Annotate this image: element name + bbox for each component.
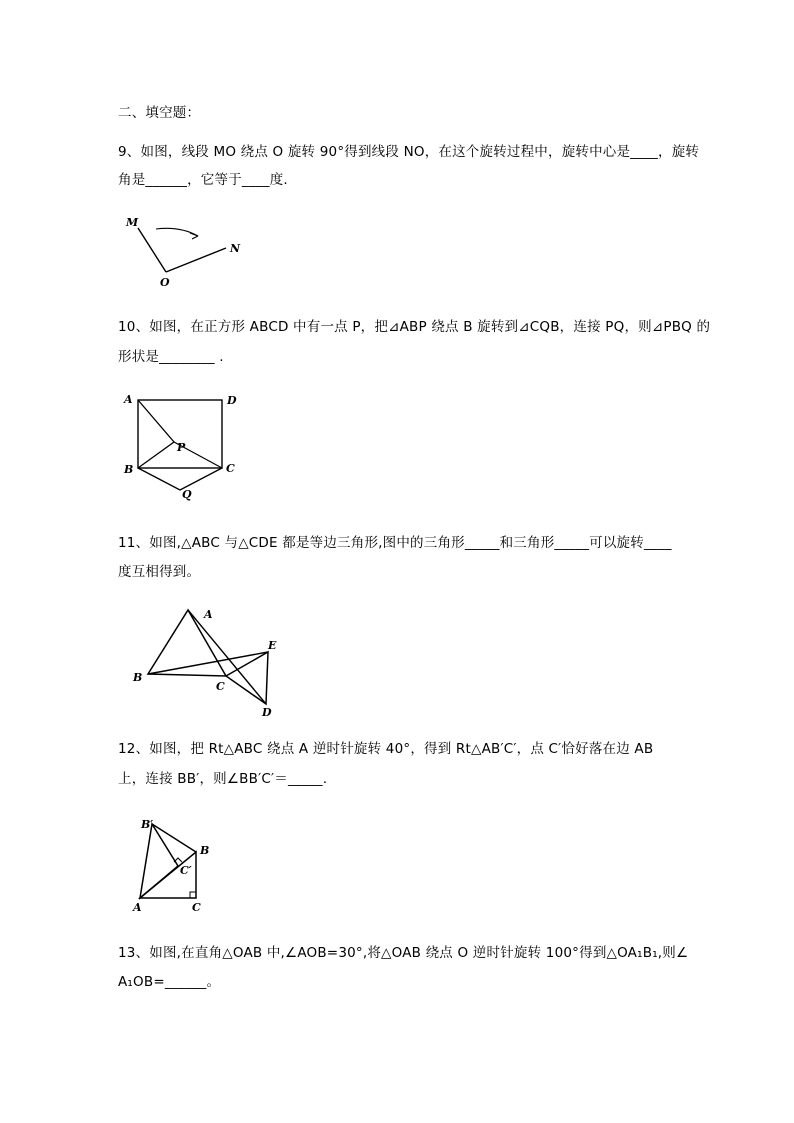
label-c-prime: C′ <box>180 864 192 877</box>
label-e: E <box>268 639 277 652</box>
question-12-line-2: 上，连接 BB′，则∠BB′C′＝_____. <box>118 771 328 787</box>
label-b: B <box>200 844 210 857</box>
rotation-arrow <box>156 228 198 236</box>
segment-bb1 <box>152 824 196 852</box>
question-13-line-1: 13、如图,在直角△OAB 中,∠AOB=30°,将△OAB 绕点 O 逆时针旋转 100°得到△OA₁B₁,则∠ <box>118 945 689 961</box>
label-n: N <box>230 242 241 255</box>
label-c: C <box>192 901 201 914</box>
figure-9 <box>118 208 258 294</box>
label-p: P <box>177 441 186 454</box>
label-c: C <box>216 680 225 693</box>
label-a: A <box>133 901 142 914</box>
label-b-prime: B′ <box>141 818 154 831</box>
segment-bqc <box>138 468 222 490</box>
triangle-ab1c1 <box>140 824 178 898</box>
label-d: D <box>227 394 237 407</box>
label-d: D <box>262 706 272 719</box>
section-title: 二、填空题： <box>118 105 201 121</box>
figure-11 <box>128 600 288 720</box>
label-a: A <box>204 608 213 621</box>
label-q: Q <box>182 488 192 501</box>
question-9-line-1: 9、如图，线段 MO 绕点 O 旋转 90°得到线段 NO，在这个旋转过程中，旋转中心是____，旋转 <box>118 144 700 160</box>
question-10-line-2: 形状是________ . <box>118 349 224 365</box>
segment-mo <box>138 228 166 272</box>
triangle-cde <box>226 652 268 704</box>
question-9-line-2: 角是______，它等于____度. <box>118 172 288 188</box>
label-o: O <box>160 276 170 289</box>
question-10-line-1: 10、如图，在正方形 ABCD 中有一点 P，把⊿ABP 绕点 B 旋转到⊿CQB，连接 PQ，则⊿PBQ 的 <box>118 319 711 335</box>
right-angle-c1 <box>174 858 182 862</box>
figure-10 <box>118 390 248 502</box>
segment-on <box>166 248 226 272</box>
figure-12 <box>128 812 228 918</box>
label-b: B <box>124 463 134 476</box>
segment-apb <box>138 400 174 468</box>
label-c: C <box>226 462 235 475</box>
triangle-abc <box>148 610 226 676</box>
question-13-line-2: A₁OB=______。 <box>118 974 221 990</box>
question-12-line-1: 12、如图，把 Rt△ABC 绕点 A 逆时针旋转 40°，得到 Rt△AB′C′，点 C′恰好落在边 AB <box>118 741 654 757</box>
question-11-line-1: 11、如图,△ABC 与△CDE 都是等边三角形,图中的三角形_____和三角形_____可以旋转____ <box>118 535 672 551</box>
question-11-line-2: 度互相得到。 <box>118 564 201 580</box>
right-angle-c <box>190 892 196 898</box>
label-a: A <box>124 393 133 406</box>
segment-ad <box>188 610 266 704</box>
label-b: B <box>133 671 143 684</box>
square-abcd <box>138 400 222 468</box>
label-m: M <box>126 216 139 229</box>
